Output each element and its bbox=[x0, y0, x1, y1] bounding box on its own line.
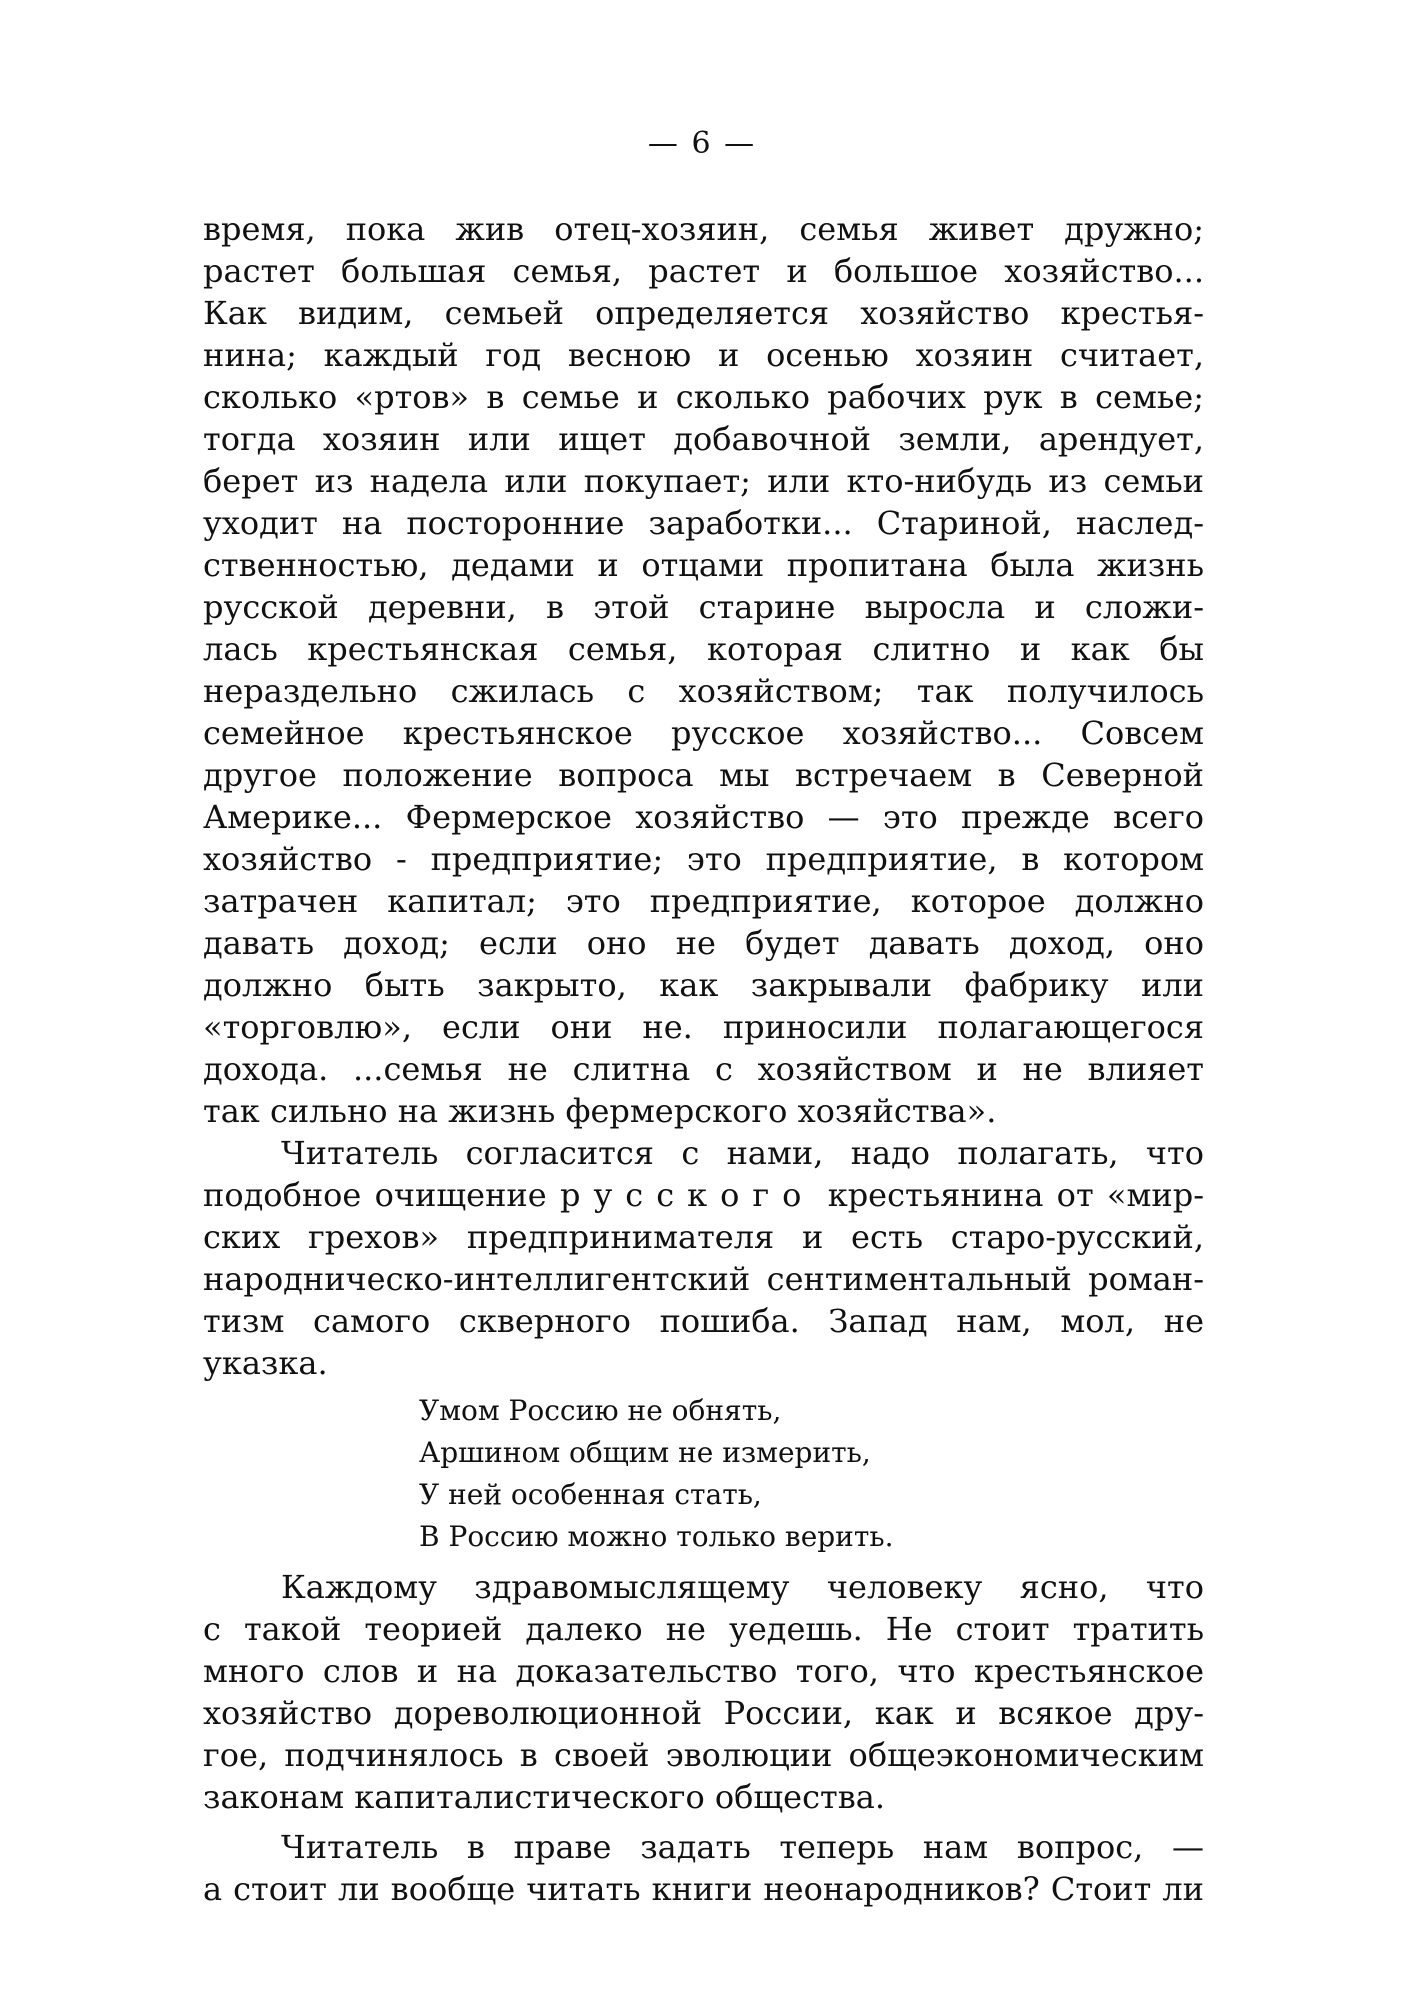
text-line: Каждому здравомыслящему человеку ясно, что bbox=[281, 1568, 1204, 1606]
text-line: растет большая семья, растет и большое хозяйство... bbox=[203, 252, 1204, 290]
text-line: Америке... Фермерское хозяйство — это прежде всего bbox=[203, 798, 1204, 836]
text-line: законам капиталистического общества. bbox=[203, 1778, 885, 1816]
text-line: хозяйство дореволюционной России, как и всякое дру- bbox=[203, 1694, 1204, 1732]
text-line: с такой теорией далеко не уедешь. Не стоит тратить bbox=[203, 1610, 1204, 1648]
poem-quote bbox=[419, 1390, 1204, 1558]
text-line: семейное крестьянское русское хозяйство... Совсем bbox=[203, 714, 1204, 752]
text-line: Как видим, семьей определяется хозяйство крестья- bbox=[203, 294, 1204, 332]
poem-line: В Россию можно только верить. bbox=[419, 1520, 894, 1553]
text-line: а стоит ли вообще читать книги неонародников? Стоит ли bbox=[203, 1870, 1204, 1908]
text-line: так сильно на жизнь фермерского хозяйства». bbox=[203, 1092, 997, 1130]
poem-line: Умом Россию не обнять, bbox=[419, 1394, 782, 1427]
poem-line: Аршином общим не измерить, bbox=[419, 1436, 871, 1469]
text-line bbox=[203, 1174, 1204, 1216]
text-line: давать доход; если оно не будет давать доход, оно bbox=[203, 924, 1204, 962]
text-line: ских грехов» предпринимателя и есть старо-русский, bbox=[203, 1218, 1204, 1256]
text-line: берет из надела или покупает; или кто-нибудь из семьи bbox=[203, 462, 1204, 500]
text-line: тизм самого скверного пошиба. Запад нам, мол, не bbox=[203, 1302, 1204, 1340]
text-line: указка. bbox=[203, 1344, 328, 1382]
paragraph-3 bbox=[203, 1566, 1204, 1818]
text-line: тогда хозяин или ищет добавочной земли, арендует, bbox=[203, 420, 1204, 458]
text-line: нераздельно сжилась с хозяйством; так получилось bbox=[203, 672, 1204, 710]
text-line: русской деревни, в этой старине выросла и сложи- bbox=[203, 588, 1204, 626]
text-line: народническо-интеллигентский сентиментальный роман- bbox=[203, 1260, 1204, 1298]
poem-line: У ней особенная стать, bbox=[419, 1478, 762, 1511]
paragraph-1 bbox=[203, 208, 1204, 1132]
text-line: другое положение вопроса мы встречаем в Северной bbox=[203, 756, 1204, 794]
text-line: хозяйство - предприятие; это предприятие, в котором bbox=[203, 840, 1204, 878]
paragraph-2 bbox=[203, 1132, 1204, 1384]
text-line: Читатель согласится с нами, надо полагать, что bbox=[281, 1134, 1204, 1172]
text-line: время, пока жив отец-хозяин, семья живет дружно; bbox=[203, 210, 1204, 248]
text-line: Читатель в праве задать теперь нам вопрос, — bbox=[281, 1828, 1204, 1866]
text-line: ственностью, дедами и отцами пропитана была жизнь bbox=[203, 546, 1204, 584]
text-fragment: подобное очищение bbox=[203, 1176, 547, 1214]
text-line: нина; каждый год весною и осенью хозяин считает, bbox=[203, 336, 1204, 374]
text-line: сколько «ртов» в семье и сколько рабочих рук в семье; bbox=[203, 378, 1204, 416]
spaced-emphasis: русского bbox=[559, 1176, 815, 1214]
text-line: много слов и на доказательство того, что крестьянское bbox=[203, 1652, 1204, 1690]
text-line: гое, подчинялось в своей эволюции общеэкономическим bbox=[203, 1736, 1204, 1774]
text-line: должно быть закрыто, как закрывали фабрику или bbox=[203, 966, 1204, 1004]
page-number: — 6 — bbox=[647, 126, 757, 161]
text-line: дохода. ...семья не слитна с хозяйством и не влияет bbox=[203, 1050, 1204, 1088]
text-line: лась крестьянская семья, которая слитно и как бы bbox=[203, 630, 1204, 668]
text-line: уходит на посторонние заработки... Стариной, наслед- bbox=[203, 504, 1204, 542]
text-line: «торговлю», если они не. приносили полагающегося bbox=[203, 1008, 1204, 1046]
text-fragment: крестьянина от «мир- bbox=[827, 1176, 1205, 1214]
page-body bbox=[203, 208, 1204, 1910]
text-line: затрачен капитал; это предприятие, которое должно bbox=[203, 882, 1204, 920]
paragraph-4 bbox=[203, 1826, 1204, 1910]
